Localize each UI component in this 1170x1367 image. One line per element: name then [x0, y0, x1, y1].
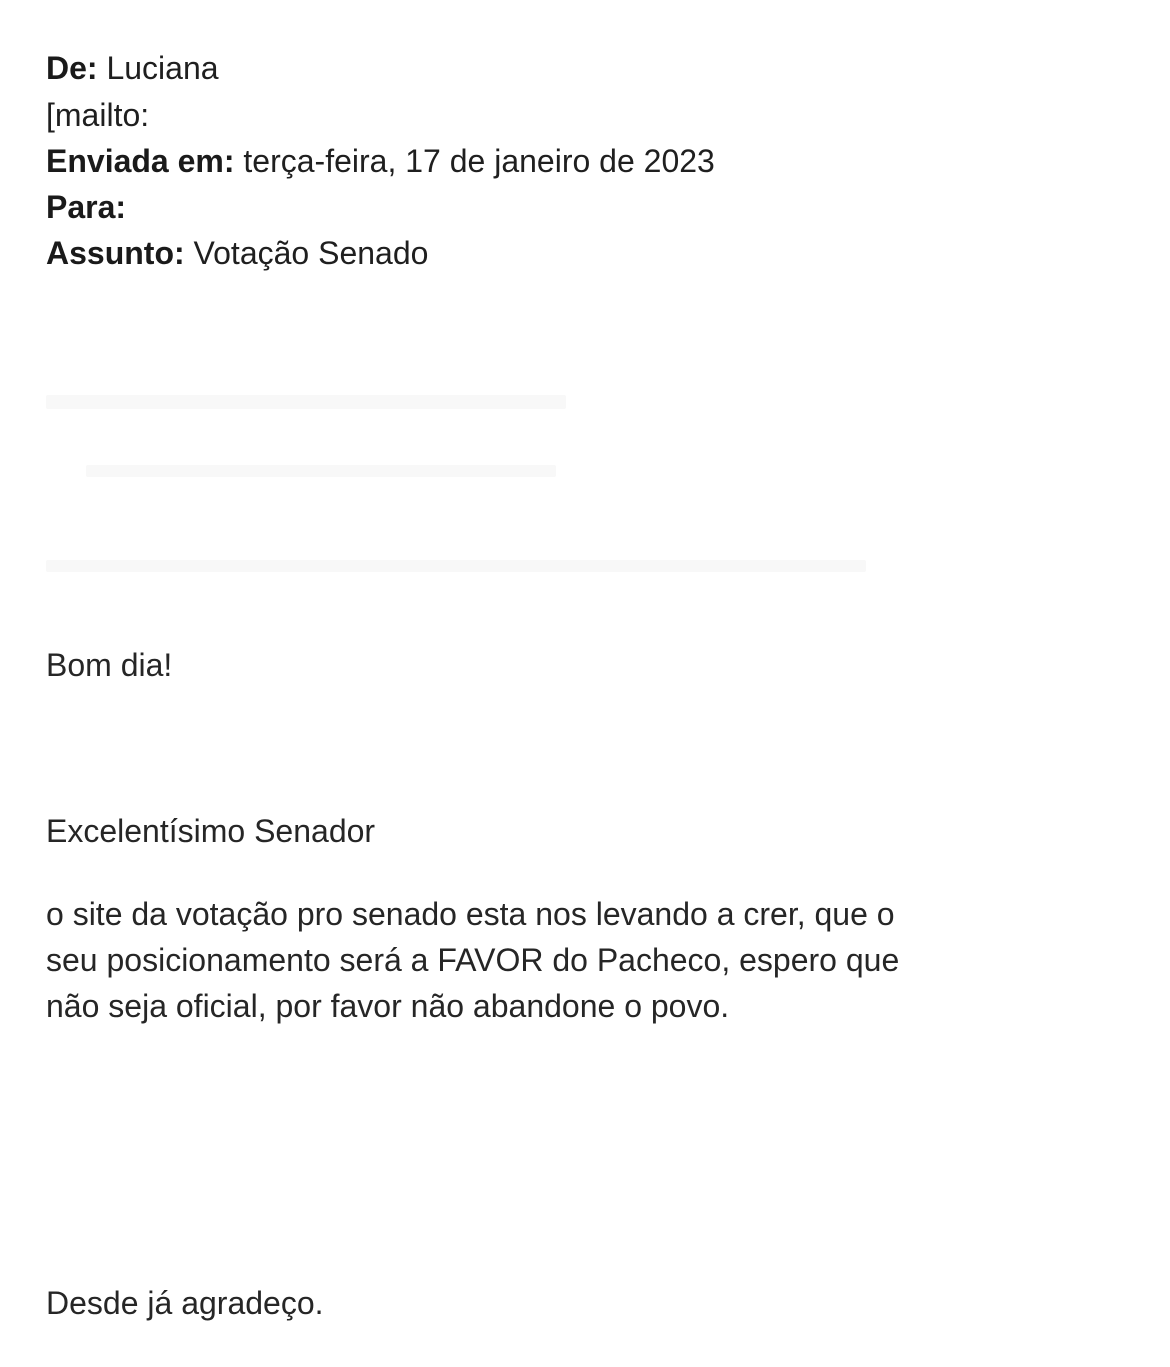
- redaction-smudge: [46, 560, 866, 572]
- closing: Desde já agradeço.: [46, 1285, 324, 1321]
- from-value: Luciana: [106, 50, 219, 86]
- redaction-smudge: [46, 395, 566, 409]
- subject-label: Assunto:: [46, 235, 185, 271]
- subject-value: Votação Senado: [193, 235, 429, 271]
- sent-label: Enviada em:: [46, 143, 235, 179]
- redaction-smudge: [86, 465, 556, 477]
- mailto-value: [mailto:: [46, 97, 150, 133]
- to-label: Para:: [46, 189, 127, 225]
- email-document: [46, 0, 1126, 1367]
- from-label: De:: [46, 50, 98, 86]
- sent-line: [46, 141, 715, 181]
- mailto-line: [46, 95, 149, 135]
- message-body: o site da votação pro senado esta nos levando a crer, que o seu posicionamento será a FAVOR do Pacheco, espero que não seja oficial, por favor não abandone o povo.: [46, 896, 900, 1024]
- greeting: Bom dia!: [46, 647, 173, 683]
- from-line: [46, 48, 219, 88]
- salutation: Excelentísimo Senador: [46, 813, 376, 849]
- subject-line: [46, 233, 428, 273]
- to-line: [46, 187, 126, 227]
- sent-value: terça-feira, 17 de janeiro de 2023: [243, 143, 715, 179]
